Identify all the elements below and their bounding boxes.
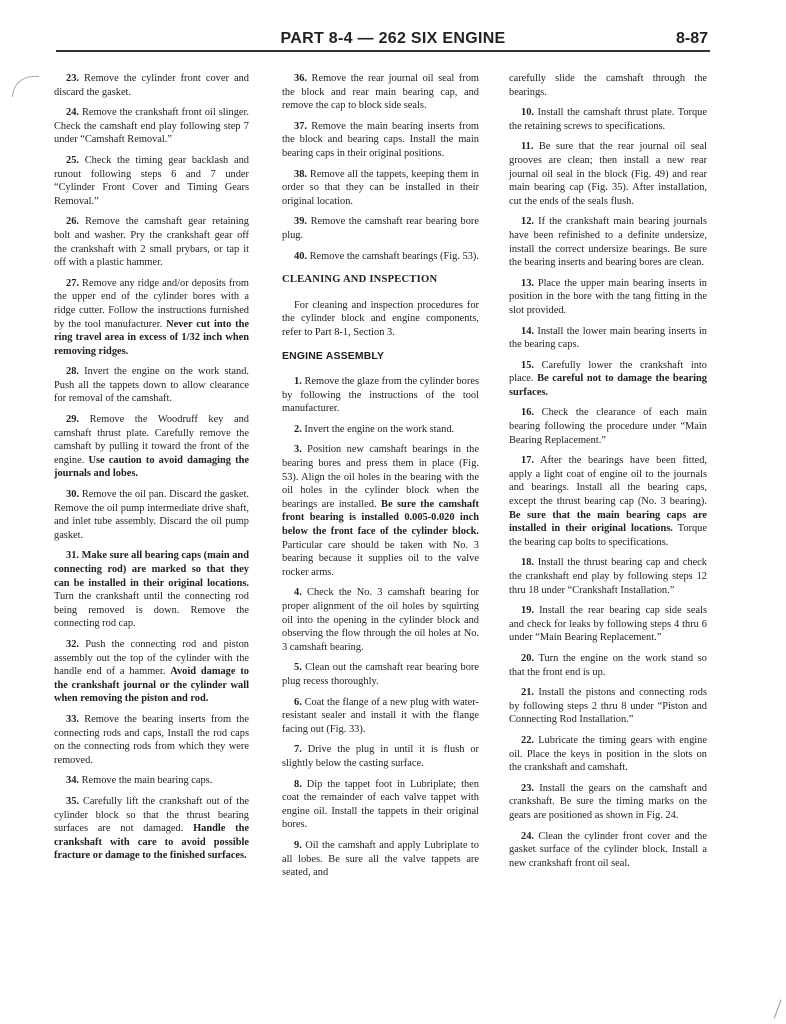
step-26: 26. Remove the camshaft gear retaining bolt and washer. Pry the crankshaft gear off the crankshaft with 2 small prybars, or tap it off with a plastic hammer. <box>54 216 249 269</box>
assembly-step-24: 24. Clean the cylinder front cover and the gasket surface of the cylinder block. Install a new crankshaft front oil seal. <box>509 830 707 869</box>
cleaning-paragraph: For cleaning and inspection procedures for the cylinder block and engine components, refer to Part 8-1, Section 3. <box>282 299 479 338</box>
assembly-step-3: 3. Position new camshaft bearings in the bearing bores and press them in place (Fig. 53). Align the oil holes in the bearing with the oil holes in the cylinder block when the bearings are installed. Be sure the camshaft front bearing is installed 0.005-0.020 inch below the front face of the cylinder block. Particular care should be taken with No. 3 bearing because it supplies oil to the valve rocker arms. <box>282 444 479 578</box>
step-29: 29. Remove the Woodruff key and camshaft thrust plate. Carefully remove the camshaft by pulling it toward the front of the engine. Use caution to avoid damaging the journals and lobes. <box>54 414 249 480</box>
step-35: 35. Carefully lift the crankshaft out of the cylinder block so that the thrust bearing surfaces are not damaged. Handle the crankshaft with care to avoid possible fracture or damage to the finished surfaces. <box>54 795 249 862</box>
assembly-step-13: 13. Place the upper main bearing inserts in position in the bore with the tang fitting in the slot provided. <box>509 277 707 316</box>
assembly-step-20: 20. Turn the engine on the work stand so that the front end is up. <box>509 652 707 678</box>
page-corner-mark <box>12 76 39 97</box>
assembly-step-23: 23. Install the gears on the camshaft and crankshaft. Be sure the timing marks on the gears are positioned as shown in Fig. 24. <box>509 782 707 821</box>
assembly-step-9: 9. Oil the camshaft and apply Lubriplate to all lobes. Be sure all the valve tappets are seated, and <box>282 839 479 879</box>
step-31: 31. Make sure all bearing caps (main and connecting rod) are marked so that they can be installed in their original locations. Turn the crankshaft until the connecting rod being removed is down. Remove the connecting rod cap. <box>54 550 249 630</box>
assembly-step-17: 17. After the bearings have been fitted, apply a light coat of engine oil to the journals and bearings. Install all the bearing caps, except the thrust bearing cap (No. 3 bearing). Be sure that the main bearing caps are installed in their original locations. Torque the bearing cap bolts to specifications. <box>509 455 707 548</box>
step-30: 30. Remove the oil pan. Discard the gasket. Remove the oil pump intermediate drive shaft, and inlet tube assembly. Discard the oil pump gasket. <box>54 489 249 541</box>
assembly-step-2: 2. Invert the engine on the work stand. <box>294 423 455 435</box>
assembly-step-9-continued: carefully slide the camshaft through the bearings. <box>509 73 707 98</box>
assembly-step-14: 14. Install the lower main bearing inserts in the bearing caps. <box>509 325 707 351</box>
step-25: 25. Check the timing gear backlash and runout following steps 6 and 7 under “Cylinder Front Cover and Timing Gears Removal.” <box>54 154 249 207</box>
step-34: 34. Remove the main bearing caps. <box>66 775 213 787</box>
step-32: 32. Push the connecting rod and piston assembly out the top of the cylinder with the handle end of a hammer. Avoid damage to the crankshaft journal or the cylinder wall when removing the piston and rod. <box>54 638 249 705</box>
assembly-step-18: 18. Install the thrust bearing cap and check the crankshaft end play by following steps 12 thru 18 under “Crankshaft Installation.” <box>509 557 707 596</box>
step-28: 28. Invert the engine on the work stand. Push all the tappets down to allow clearance for removal of the camshaft. <box>54 366 249 405</box>
page-number: 8-87 <box>675 30 708 47</box>
column-1 <box>54 72 249 870</box>
assembly-step-12: 12. If the crankshaft main bearing journals have been refinished to a definite undersize, install the correct undersize bearings. Be sure the bearing inserts and bearing bores are clean. <box>509 216 707 269</box>
assembly-step-19: 19. Install the rear bearing cap side seals and check for leaks by following steps 4 thru 6 under “Main Bearing Replacement.” <box>509 605 707 644</box>
assembly-step-4: 4. Check the No. 3 camshaft bearing for proper alignment of the oil holes by squirting oil into the opening in the cylinder block and observing the flow through the oil holes at No. 3 camshaft bearing. <box>282 587 479 653</box>
assembly-step-15: 15. Carefully lower the crankshaft into place. Be careful not to damage the bearing surfaces. <box>509 359 707 398</box>
step-37: 37. Remove the main bearing inserts from the block and bearing caps. Install the main bearing caps in their original positions. <box>282 120 479 159</box>
step-39: 39. Remove the camshaft rear bearing bore plug. <box>282 216 479 241</box>
step-24: 24. Remove the crankshaft front oil slinger. Check the camshaft end play following step 7 under “Camshaft Removal.” <box>54 107 249 146</box>
section-heading-assembly: ENGINE ASSEMBLY <box>282 350 385 362</box>
step-23: 23. Remove the cylinder front cover and discard the gasket. <box>54 73 249 98</box>
assembly-step-6: 6. Coat the flange of a new plug with water-resistant sealer and install it with the flange facing out (Fig. 33). <box>282 696 479 735</box>
section-heading-cleaning: CLEANING AND INSPECTION <box>282 274 438 286</box>
assembly-step-8: 8. Dip the tappet foot in Lubriplate; then coat the remainder of each valve tappet with engine oil. Install the tappets in their original bores. <box>282 778 479 831</box>
edge-scan-mark <box>774 999 786 1020</box>
column-3 <box>509 72 707 877</box>
assembly-step-22: 22. Lubricate the timing gears with engine oil. Place the keys in position in the slots on the crankshaft and camshaft. <box>509 734 707 774</box>
column-2 <box>282 72 479 887</box>
page-title: PART 8-4 — 262 SIX ENGINE <box>280 30 506 47</box>
step-40: 40. Remove the camshaft bearings (Fig. 53). <box>294 250 479 262</box>
step-33: 33. Remove the bearing inserts from the connecting rods and caps, Install the rod caps on the connecting rods from which they were removed. <box>54 713 249 766</box>
assembly-step-5: 5. Clean out the camshaft rear bearing bore plug recess thoroughly. <box>282 662 479 687</box>
assembly-step-16: 16. Check the clearance of each main bearing following the procedure under “Main Bearing Replacement.” <box>509 407 707 446</box>
step-27: 27. Remove any ridge and/or deposits from the upper end of the cylinder bores with a ridge cutter. Follow the instructions furnished by the tool manufacturer. Never cut into the ring travel area in excess of 1/32 inch when removing ridges. <box>54 277 250 357</box>
step-38: 38. Remove all the tappets, keeping them in order so that they can be installed in their original location. <box>282 168 479 207</box>
step-36: 36. Remove the rear journal oil seal from the block and rear main bearing cap, and remove the cap to block side seals. <box>282 73 479 112</box>
assembly-step-10: 10. Install the camshaft thrust plate. Torque the retaining screws to specifications. <box>509 107 707 132</box>
assembly-step-21: 21. Install the pistons and connecting rods by following steps 2 thru 8 under “Piston and Connecting Rod Installation.” <box>509 687 707 726</box>
assembly-step-1: 1. Remove the glaze from the cylinder bores by following the instructions of the tool manufacturer. <box>282 376 479 415</box>
assembly-step-11: 11. Be sure that the rear journal oil seal grooves are clean; then install a new rear journal oil seal in the block (Fig. 49) and rear main bearing cap (Fig. 35). After installation, cut the ends of the seals flush. <box>509 141 707 207</box>
assembly-step-7: 7. Drive the plug in until it is flush or slightly below the casting surface. <box>282 744 479 769</box>
header-rule <box>56 50 710 52</box>
